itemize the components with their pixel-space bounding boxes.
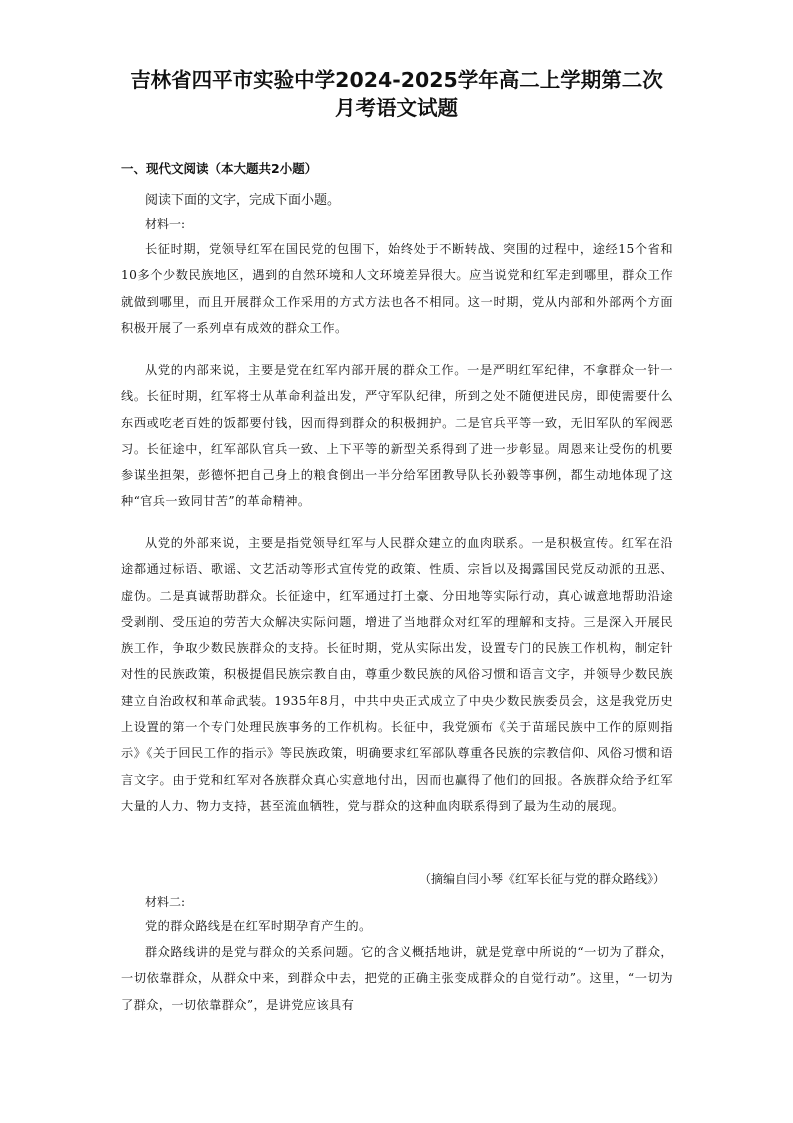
material-1-label: 材料一: <box>145 217 186 231</box>
title-line-2: 月考语文试题 <box>335 96 458 120</box>
material-1-paragraph: 长征时期，党领导红军在国民党的包围下，始终处于不断转战、突围的过程中，途经15个省和10多个少数民族地区，遇到的自然环境和人文环境差异很大。应当说党和红军走到哪里，群众工作就做到哪里，而且开展群众工作采用的方式方法也各不相同。这一时期，党从内部和外部两个方面积极开展了一系列卓有成效的群众工作。 <box>121 242 673 335</box>
document-title <box>110 66 683 122</box>
material-2-paragraph: 党的群众路线是在红军时期孕育产生的。 <box>145 919 372 933</box>
material-1-source: （摘编自闫小琴《红军长征与党的群众路线》） <box>418 872 665 886</box>
material-2-paragraph: 群众路线讲的是党与群众的关系问题。它的含义概括地讲，就是党章中所说的“一切为了群众，一切依靠群众，从群众中来，到群众中去，把党的正确主张变成群众的自觉行动”。这里，“一切为了群众，一切依靠群众”，是讲党应该具有 <box>121 945 673 1012</box>
section-heading: 一、现代文阅读（本大题共2小题） <box>121 161 318 176</box>
material-1-paragraph: 从党的外部来说，主要是指党领导红军与人民群众建立的血肉联系。一是积极宣传。红军在沿途都通过标语、歌谣、文艺活动等形式宣传党的政策、性质、宗旨以及揭露国民党反动派的丑恶、虚伪。二是真诚帮助群众。长征途中，红军通过打土豪、分田地等实际行动，真心诚意地帮助沿途受剥削、受压迫的劳苦大众解决实际问题，增进了当地群众对红军的理解和支持。三是深入开展民族工作，争取少数民族群众的支持。长征时期，党从实际出发，设置专门的民族工作机构，制定针对性的民族政策，积极提倡民族宗教自由，尊重少数民族的风俗习惯和语言文字，并领导少数民族建立自治政权和革命武装。1935年8月，中共中央正式成立了中央少数民族委员会，这是我党历史上设置的第一个专门处理民族事务的工作机构。长征中，我党颁布《关于苗瑶民族中工作的原则指示》《关于回民工作的指示》等民族政策，明确要求红军部队尊重各民族的宗教信仰、风俗习惯和语言文字。由于党和红军对各族群众真心实意地付出，因而也赢得了他们的回报。各族群众给予红军大量的人力、物力支持，甚至流血牺牲，党与群众的这种血肉联系得到了最为生动的展现。 <box>121 536 673 813</box>
material-2-label: 材料二: <box>145 895 186 909</box>
title-line-1: 吉林省四平市实验中学2024-2025学年高二上学期第二次 <box>130 68 663 92</box>
material-1-paragraph: 从党的内部来说，主要是党在红军内部开展的群众工作。一是严明红军纪律，不拿群众一针一线。长征时期，红军将士从革命利益出发，严守军队纪律，所到之处不随便进民房，即使需要什么东西或吃老百姓的饭都要付钱，因而得到群众的积极拥护。二是官兵平等一致，无旧军队的军阀恶习。长征途中，红军部队官兵一致、上下平等的新型关系得到了进一步彰显。周恩来让受伤的机要参谋坐担架，彭德怀把自己身上的粮食倒出一半分给军团教导队长孙毅等事例，都生动地体现了这种“官兵一致同甘苦”的革命精神。 <box>121 363 673 509</box>
instruction-text: 阅读下面的文字，完成下面小题。 <box>145 193 341 208</box>
